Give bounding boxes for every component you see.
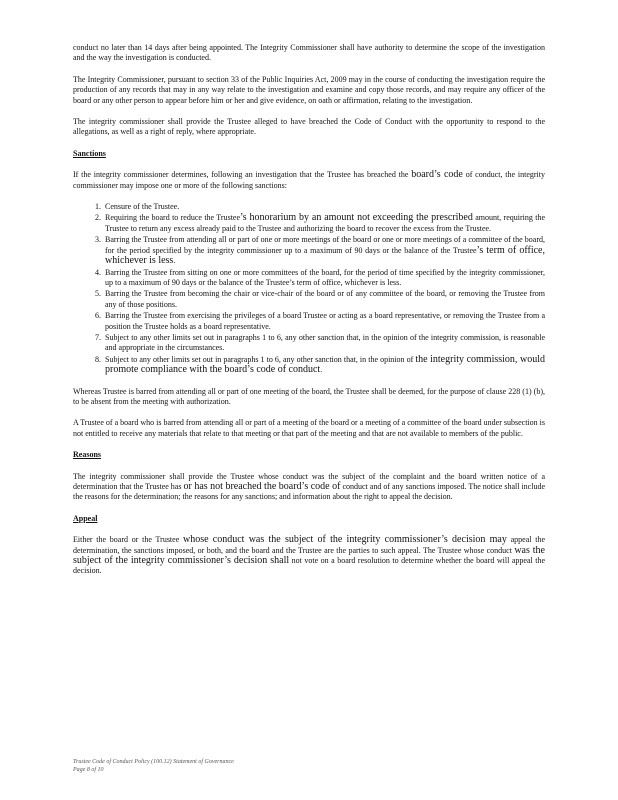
intro-paragraph-3: The integrity commissioner shall provide the Trustee alleged to have breached the Code of Conduct with the opportunity to respond to the allegations, as well as a right of reply, where appropriate. [73,117,545,137]
footer-document-title: Trustee Code of Conduct Policy (100.12) Statement of Governance [73,759,234,765]
sanction-text: Barring the Trustee from exercising the privileges of a board Trustee or acting as a board representative, or removing the Trustee from a position the Trustee holds as a board representative. [105,311,545,331]
whereas-paragraph: Whereas Trustee is barred from attending all or part of one meeting of the board, the Trustee shall be deemed, for the purpose of clause 228 (1) (b), to be absent from the meeting with authorization. [73,386,545,406]
sanction-text-end: . [320,365,323,375]
sanction-item-6 [103,311,545,332]
intro-paragraph-2: The Integrity Commissioner, pursuant to section 33 of the Public Inquiries Act, 2009 may in the course of conducting the investigation require the production of any records that may in any way relate to the investigation and examine and copy those records, and may require any officer of the board or any other person to appear before him or her and give evidence, on oath or affirmation, relating to the investigation. [73,74,545,105]
sanction-text: Barring the Trustee from attending all or part of one or more meetings of the board or one or more meetings of a committee of the board, for the period specified by the integrity commissioner up to a maximum of 90 days or the balance of the Trustee [105,235,545,255]
sanction-item-1 [103,202,545,212]
sanction-text-big: the integrity commission, would promote compliance with the board’s code of conduct [105,353,545,376]
appeal-text-mid: appeal the determination, the sanctions imposed, or both, and the board and the Trustee are the parties to such appeal. The Trustee whose conduct [73,535,545,555]
appeal-text-big-1: whose conduct was the subject of the integrity commissioner’s decision may [183,534,507,546]
sanctions-lead-big: board’s code [411,169,463,181]
reasons-text-big: or has not breached the board’s code of [183,481,341,492]
sanction-text-end: . [173,256,176,266]
reasons-text: The integrity commissioner shall provide the Trustee whose conduct was the subject of the complaint and the board written notice of a determination that the Trustee has [73,471,545,491]
reasons-paragraph [73,472,545,503]
reasons-heading: Reasons [73,450,102,460]
reasons-text-end: conduct and of any sanctions imposed. The notice shall include the reasons for the determination; the reasons for any sanctions; and information about the right to appeal the decision. [73,482,545,502]
sanctions-lead [73,170,545,191]
sanctions-heading: Sanctions [73,148,106,158]
sanction-text-end: amount, requiring the Trustee to return any excess already paid to the Trustee and authorizing the board to recover the excess from the Trustee. [105,213,545,233]
sanction-text: Subject to any other limits set out in paragraphs 1 to 6, any other sanction that, in the opinion of the integrity commission, is reasonable and appropriate in the circumstances. [105,332,545,353]
document-body [73,43,545,588]
sanction-text-big: ’s term of office, whichever is less [105,244,545,267]
intro-paragraph-1: conduct no later than 14 days after being appointed. The Integrity Commissioner shall have authority to determine the scope of the investigation and the way the investigation is conducted. [73,43,545,63]
sanction-text: Requiring the board to reduce the Trustee [105,213,241,223]
barred-trustee-paragraph: A Trustee of a board who is barred from attending all or part of a meeting of the board or a meeting of a committee of the board under subsection is not entitled to receive any materials that relate to that meeting or that part of the meeting and that are not available to members of the public. [73,418,545,438]
appeal-text-end: not vote on a board resolution to determine whether the board will appeal the decision. [73,556,545,576]
appeal-heading: Appeal [73,513,98,523]
sanction-item-4 [103,268,545,289]
sanction-item-2 [103,213,545,234]
sanctions-lead-start: If the integrity commissioner determines, following an investigation that the Trustee has breached the [73,170,412,180]
sanction-item-5 [103,289,545,310]
footer-page-number: Page 8 of 10 [73,767,104,773]
appeal-text: Either the board or the Trustee [73,535,183,545]
sanction-text-big: ’s honorarium by an amount not exceeding the prescribed [240,212,473,224]
appeal-paragraph [73,535,545,577]
sanction-text: Barring the Trustee from becoming the chair or vice-chair of the board or of any committee of the board, or removing the Trustee from any of those positions. [105,289,545,309]
sanction-text: Censure of the Trustee. [105,202,180,212]
page-footer [73,758,234,774]
sanction-item-3 [103,235,545,266]
sanctions-list [73,202,545,376]
sanction-item-8 [103,355,545,376]
sanction-text: Barring the Trustee from sitting on one or more committees of the board, for the period of time specified by the integrity commissioner, up to a maximum of 90 days or the balance of the Trustee’s term of office, whichever is less. [105,267,545,287]
appeal-text-big-2: was the subject of the integrity commissioner’s decision shall [73,544,545,567]
sanction-text: Subject to any other limits set out in paragraphs 1 to 6, any other sanction that, in the opinion of [105,354,416,364]
sanction-item-7 [103,333,545,354]
sanctions-lead-end: of conduct, the integrity commissioner may impose one or more of the following sanctions: [73,170,546,190]
